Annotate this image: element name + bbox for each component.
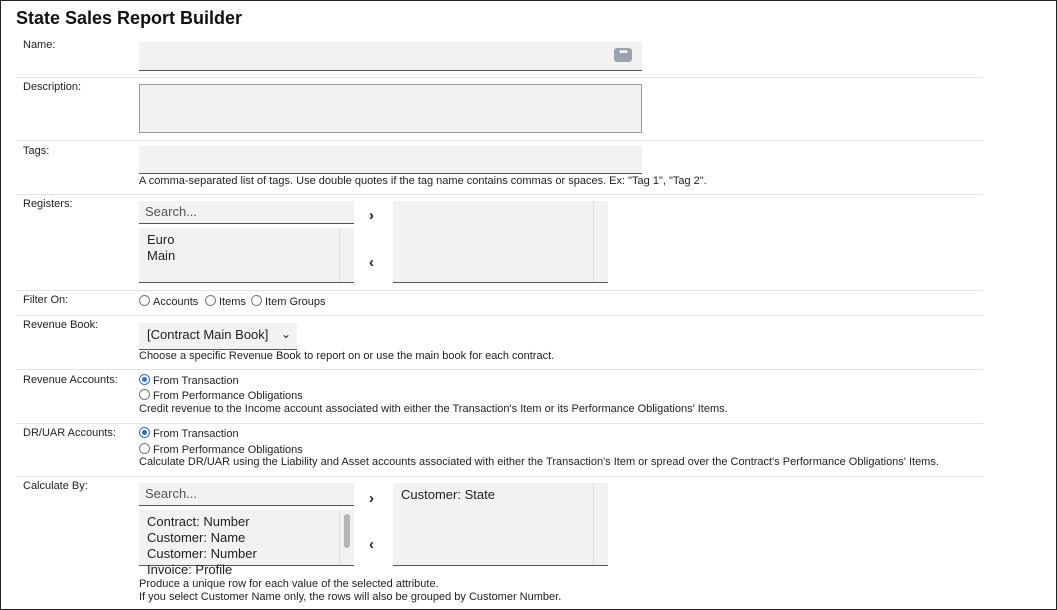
chevron-left-icon[interactable]: ‹ xyxy=(369,536,374,553)
list-item[interactable]: Contract: Number xyxy=(147,514,250,529)
radio-button[interactable] xyxy=(205,295,216,306)
chevron-left-icon[interactable]: ‹ xyxy=(369,254,374,271)
registers-search-input[interactable]: Search... xyxy=(139,201,354,224)
calculate-by-available-list[interactable] xyxy=(139,510,354,577)
list-item[interactable]: Euro xyxy=(147,232,175,247)
radio-button[interactable] xyxy=(139,427,150,438)
list-item[interactable]: Customer: Name xyxy=(147,530,246,545)
option-label: Accounts xyxy=(153,296,199,308)
scrollbar[interactable] xyxy=(593,201,608,282)
row-divider xyxy=(16,194,983,195)
scrollbar[interactable] xyxy=(339,228,354,282)
filter-on-label: Filter On: xyxy=(23,294,69,306)
radio-button[interactable] xyxy=(139,374,150,385)
revenue-accounts-help: Credit revenue to the Income account associated with either the Transaction's Item or its Performance Obligations' Items. xyxy=(139,403,728,415)
option-label: From Transaction xyxy=(153,428,239,440)
revenue-book-select[interactable] xyxy=(139,323,297,350)
list-item[interactable]: Customer: State xyxy=(401,487,495,502)
chevron-right-icon[interactable]: › xyxy=(369,207,374,224)
name-label: Name: xyxy=(23,39,56,51)
page-title: State Sales Report Builder xyxy=(16,8,243,28)
list-item[interactable]: Main xyxy=(147,248,176,263)
description-field[interactable] xyxy=(139,84,642,133)
filter-items-option[interactable] xyxy=(205,295,246,308)
revenue-book-label: Revenue Book: xyxy=(23,319,99,331)
revenue-from-transaction-option[interactable] xyxy=(139,374,239,387)
radio-button[interactable] xyxy=(139,389,150,400)
chevron-right-icon[interactable]: › xyxy=(369,490,374,507)
row-divider xyxy=(16,140,983,141)
revenue-from-performance-option[interactable] xyxy=(139,389,303,402)
scrollbar-thumb[interactable] xyxy=(344,514,350,548)
radio-button[interactable] xyxy=(251,295,262,306)
row-divider xyxy=(16,476,983,477)
list-item[interactable]: Customer: Number xyxy=(147,546,257,561)
row-divider xyxy=(16,77,983,78)
dr-uar-accounts-label: DR/UAR Accounts: xyxy=(23,427,116,439)
registers-label: Registers: xyxy=(23,198,73,210)
select-value: [Contract Main Book] xyxy=(147,327,269,342)
option-label: From Performance Obligations xyxy=(153,390,303,402)
ellipsis-icon[interactable]: ••• xyxy=(614,48,632,62)
row-divider xyxy=(16,423,983,424)
tags-help: A comma-separated list of tags. Use double quotes if the tag name contains commas or spaces. Ex: "Tag 1", "Tag 2". xyxy=(139,175,707,187)
revenue-accounts-label: Revenue Accounts: xyxy=(23,374,118,386)
dr-uar-from-transaction-option[interactable] xyxy=(139,427,239,440)
radio-button[interactable] xyxy=(139,295,150,306)
calculate-by-selected-list[interactable] xyxy=(393,483,608,566)
list-item[interactable]: Invoice: Profile xyxy=(147,562,233,577)
calculate-by-help-line-1: Produce a unique row for each value of the selected attribute. xyxy=(139,578,439,590)
tags-label: Tags: xyxy=(23,145,50,157)
chevron-down-icon: ⌄ xyxy=(280,327,291,341)
row-divider xyxy=(16,369,983,370)
revenue-book-help: Choose a specific Revenue Book to report on or use the main book for each contract. xyxy=(139,350,555,362)
registers-available-list[interactable] xyxy=(139,228,354,283)
calculate-by-label: Calculate By: xyxy=(23,480,88,492)
scrollbar[interactable] xyxy=(593,483,608,565)
radio-button[interactable] xyxy=(139,443,150,454)
dr-uar-accounts-help: Calculate DR/UAR using the Liability and Asset accounts associated with either the Transaction's Item or spread over the Contract's Performance Obligations' Items. xyxy=(139,456,939,468)
name-field[interactable] xyxy=(139,42,642,71)
filter-accounts-option[interactable] xyxy=(139,295,198,308)
row-divider xyxy=(16,315,983,316)
description-label: Description: xyxy=(23,81,82,93)
scrollbar[interactable] xyxy=(339,510,354,565)
option-label: Item Groups xyxy=(265,296,326,308)
tags-field[interactable] xyxy=(139,146,642,174)
row-divider xyxy=(16,290,983,291)
option-label: From Transaction xyxy=(153,375,239,387)
option-label: Items xyxy=(219,296,246,308)
calculate-by-help-line-2: If you select Customer Name only, the rows will also be grouped by Customer Number. xyxy=(139,591,562,603)
dr-uar-from-performance-option[interactable] xyxy=(139,443,303,456)
filter-item-groups-option[interactable] xyxy=(251,295,326,308)
registers-selected-list[interactable] xyxy=(393,201,608,283)
calculate-by-search-input[interactable]: Search... xyxy=(139,483,354,506)
option-label: From Performance Obligations xyxy=(153,444,303,456)
